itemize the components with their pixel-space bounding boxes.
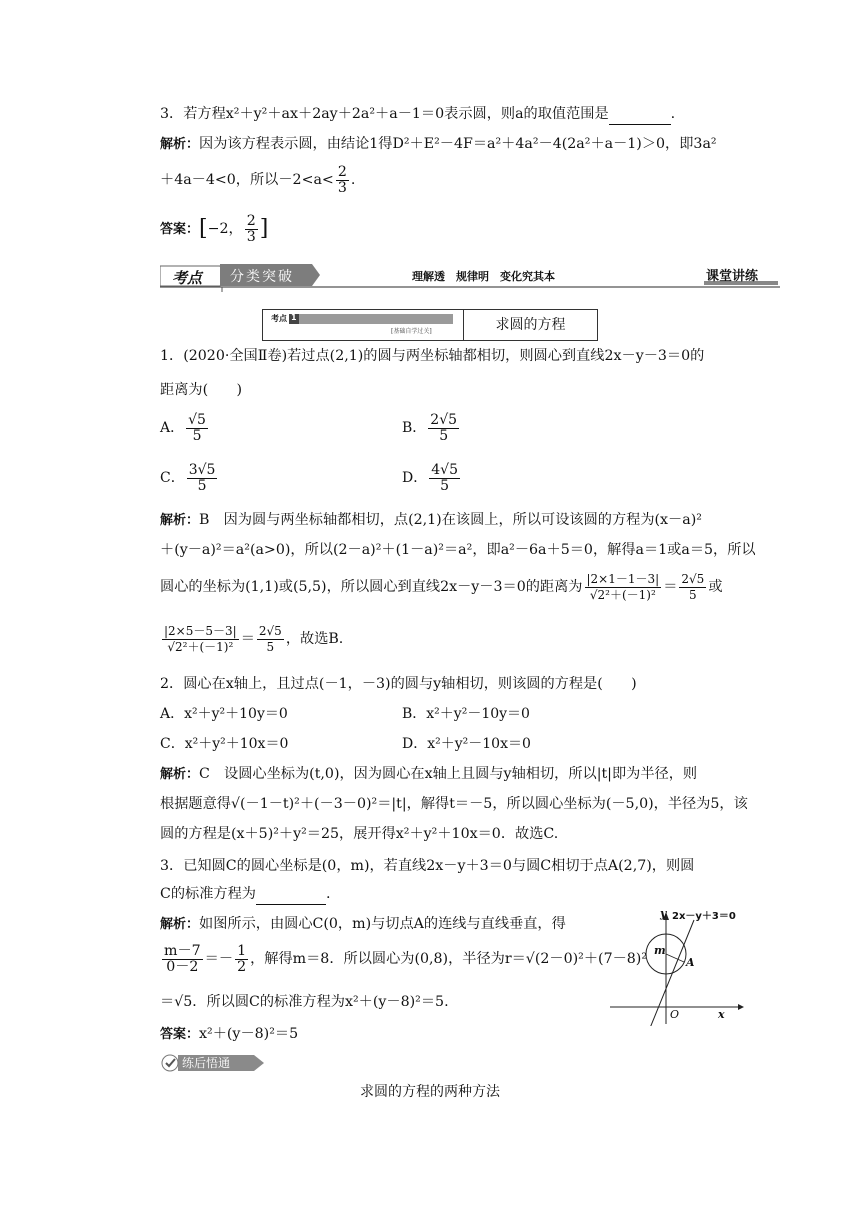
q2-explain-1: 解析：C 设圆心坐标为(t,0)，因为圆心在x轴上且圆与y轴相切，所以|t|即为半径，则 (160, 766, 698, 782)
q1-explain-3: 圆心的坐标为(1,1)或(5,5)，所以圆心到直线2x－y－3＝0的距离为 $\frac{|2\times 1-1-3|}{\text{√2²＋(－1)²}}$ ＝ $\frac{2√5}{5}$ 或 (160, 571, 723, 602)
fig-line-label: 2x－y＋3＝0 (672, 911, 736, 922)
q2-option-b: B．x²＋y²－10y＝0 (402, 706, 530, 722)
topic-title: 求圆的方程 (495, 317, 566, 333)
banner-tag1: 考点 (172, 269, 203, 287)
fig-m: m (654, 944, 666, 957)
practice-heading: 求圆的方程的两种方法 (360, 1084, 500, 1100)
fig-x: x (718, 1008, 725, 1021)
q3-prev-explain-2: ＋4a－4<0，所以－2<a< $\frac{2}{3}$ . (160, 163, 356, 196)
q3-explain-1: 解析：如图所示，由圆心C(0，m)与切点A的连线与直线垂直，得 (160, 916, 566, 932)
q3-explain-3: ＝√5．所以圆C的标准方程为x²＋(y－8)²＝5. (160, 994, 449, 1010)
q1-option-c: C． $\frac{3√5}{5}$ (160, 461, 216, 494)
q2-option-d: D．x²＋y²－10x＝0 (402, 736, 531, 752)
fig-y: y (660, 907, 667, 920)
practice-tag (160, 1054, 270, 1072)
q3-stem-2: C的标准方程为 . (160, 884, 331, 905)
fig-O: O (670, 1008, 680, 1021)
q2-explain-2: 根据题意得√(－1－t)²＋(－3－0)²＝|t|，解得t＝－5，所以圆心坐标为(－5,0)，半径为5，该 (160, 796, 748, 812)
q1-explain-4: $\frac{|2\times 5-5-3|}{\text{√2²＋(－1)²}}$ ＝ $\frac{2√5}{5}$ ，故选B. (164, 623, 344, 654)
q1-stem-1: 1．(2020·全国Ⅱ卷)若过点(2,1)的圆与两坐标轴都相切，则圆心到直线2x－y－3＝0的 (160, 348, 705, 364)
q1-stem-2: 距离为( ) (160, 382, 243, 398)
section-banner (160, 262, 780, 290)
banner-tag2: 分类突破 (230, 269, 294, 285)
q1-explain-1: 解析：B 因为圆与两坐标轴都相切，点(2,1)在该圆上，所以可设该圆的方程为(x－a)² (160, 512, 702, 528)
banner-slogan: 理解透 规律明 变化究其本 (412, 270, 555, 283)
q2-option-a: A．x²＋y²＋10y＝0 (160, 706, 288, 722)
banner-right: 课堂讲练 (706, 269, 759, 284)
q2-stem: 2．圆心在x轴上，且过点(－1，－3)的圆与y轴相切，则该圆的方程是( ) (160, 676, 637, 692)
topic-small: [基础自学过关] (391, 328, 432, 335)
practice-tag-label: 练后悟通 (182, 1056, 231, 1070)
topic-box (262, 309, 598, 341)
q1-option-d: D． $\frac{4√5}{5}$ (402, 461, 458, 494)
topic-num: 1 (291, 313, 297, 322)
q2-explain-3: 圆的方程是(x＋5)²＋y²＝25，展开得x²＋y²＋10x＝0．故选C. (160, 826, 559, 842)
q3-prev-answer: 答案：[−2， $\frac{2}{3}$ ] (160, 212, 269, 245)
q3-prev-explain-1: 解析：因为该方程表示圆，由结论1得D²＋E²－4F＝a²＋4a²－4(2a²＋a－1)＞0，即3a² (160, 136, 717, 152)
fraction: $\frac{2}{3}$ (337, 163, 347, 196)
q3-stem-1: 3．已知圆C的圆心坐标是(0，m)，若直线2x－y＋3＝0与圆C相切于点A(2,7)，则圆 (160, 858, 695, 874)
topic-label: 考点 (271, 314, 287, 323)
q1-option-b: B． $\frac{2√5}{5}$ (402, 411, 458, 444)
q1-explain-2: ＋(y－a)²＝a²(a>0)，所以(2－a)²＋(1－a)²＝a²，即a²－6a＋5＝0，解得a＝1或a＝5，所以 (160, 542, 756, 558)
q2-option-c: C．x²＋y²＋10x＝0 (160, 736, 289, 752)
q3-prev-stem: 3．若方程x²＋y²＋ax＋2ay＋2a²＋a－1＝0表示圆，则a的取值范围是 . (160, 104, 675, 125)
q3-answer: 答案：x²＋(y－8)²＝5 (160, 1026, 299, 1042)
fig-A: A (686, 956, 695, 969)
q1-option-a: A． $\frac{√5}{5}$ (160, 411, 206, 444)
q3-explain-2: $\frac{m-7}{0-2}$ ＝－ $\frac{1}{2}$ ，解得m＝8．所以圆心为(0,8)，半径为r＝√(2－0)²＋(7－8)² (164, 942, 648, 975)
circle-figure (606, 906, 746, 1026)
